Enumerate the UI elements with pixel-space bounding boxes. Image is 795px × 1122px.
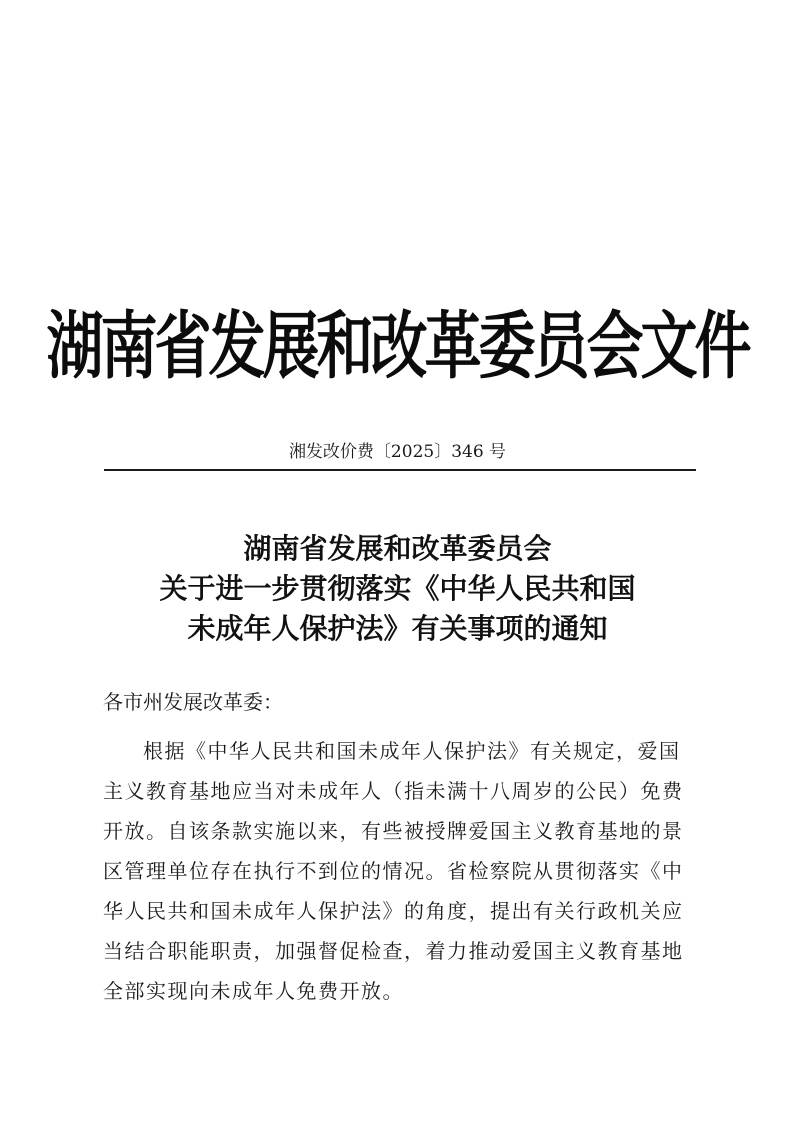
document-header-title: 湖南省发展和改革委员会文件 xyxy=(46,303,749,390)
document-number: 湘发改价费〔2025〕346 号 xyxy=(288,442,507,462)
body-line: 根据《中华人民共和国未成年人保护法》有关规定，爱国 xyxy=(143,739,681,763)
header-divider-line xyxy=(104,469,696,471)
body-line: 全部实现向未成年人免费开放。 xyxy=(103,979,404,1003)
body-line: 区管理单位存在执行不到位的情况。省检察院从贯彻落实《中 xyxy=(103,859,684,883)
body-line: 当结合职能职责，加强督促检查，着力推动爱国主义教育基地 xyxy=(103,939,684,963)
body-line: 华人民共和国未成年人保护法》的角度，提出有关行政机关应 xyxy=(103,899,684,923)
notice-title-line-1: 湖南省发展和改革委员会 xyxy=(243,532,552,565)
addressee: 各市州发展改革委： xyxy=(103,690,283,714)
notice-title-line-2: 关于进一步贯彻落实《中华人民共和国 xyxy=(159,572,636,605)
body-line: 主义教育基地应当对未成年人（指未满十八周岁的公民）免费 xyxy=(103,779,684,803)
notice-title-line-3: 未成年人保护法》有关事项的通知 xyxy=(187,612,608,645)
body-line: 开放。自该条款实施以来，有些被授牌爱国主义教育基地的景 xyxy=(103,819,684,843)
